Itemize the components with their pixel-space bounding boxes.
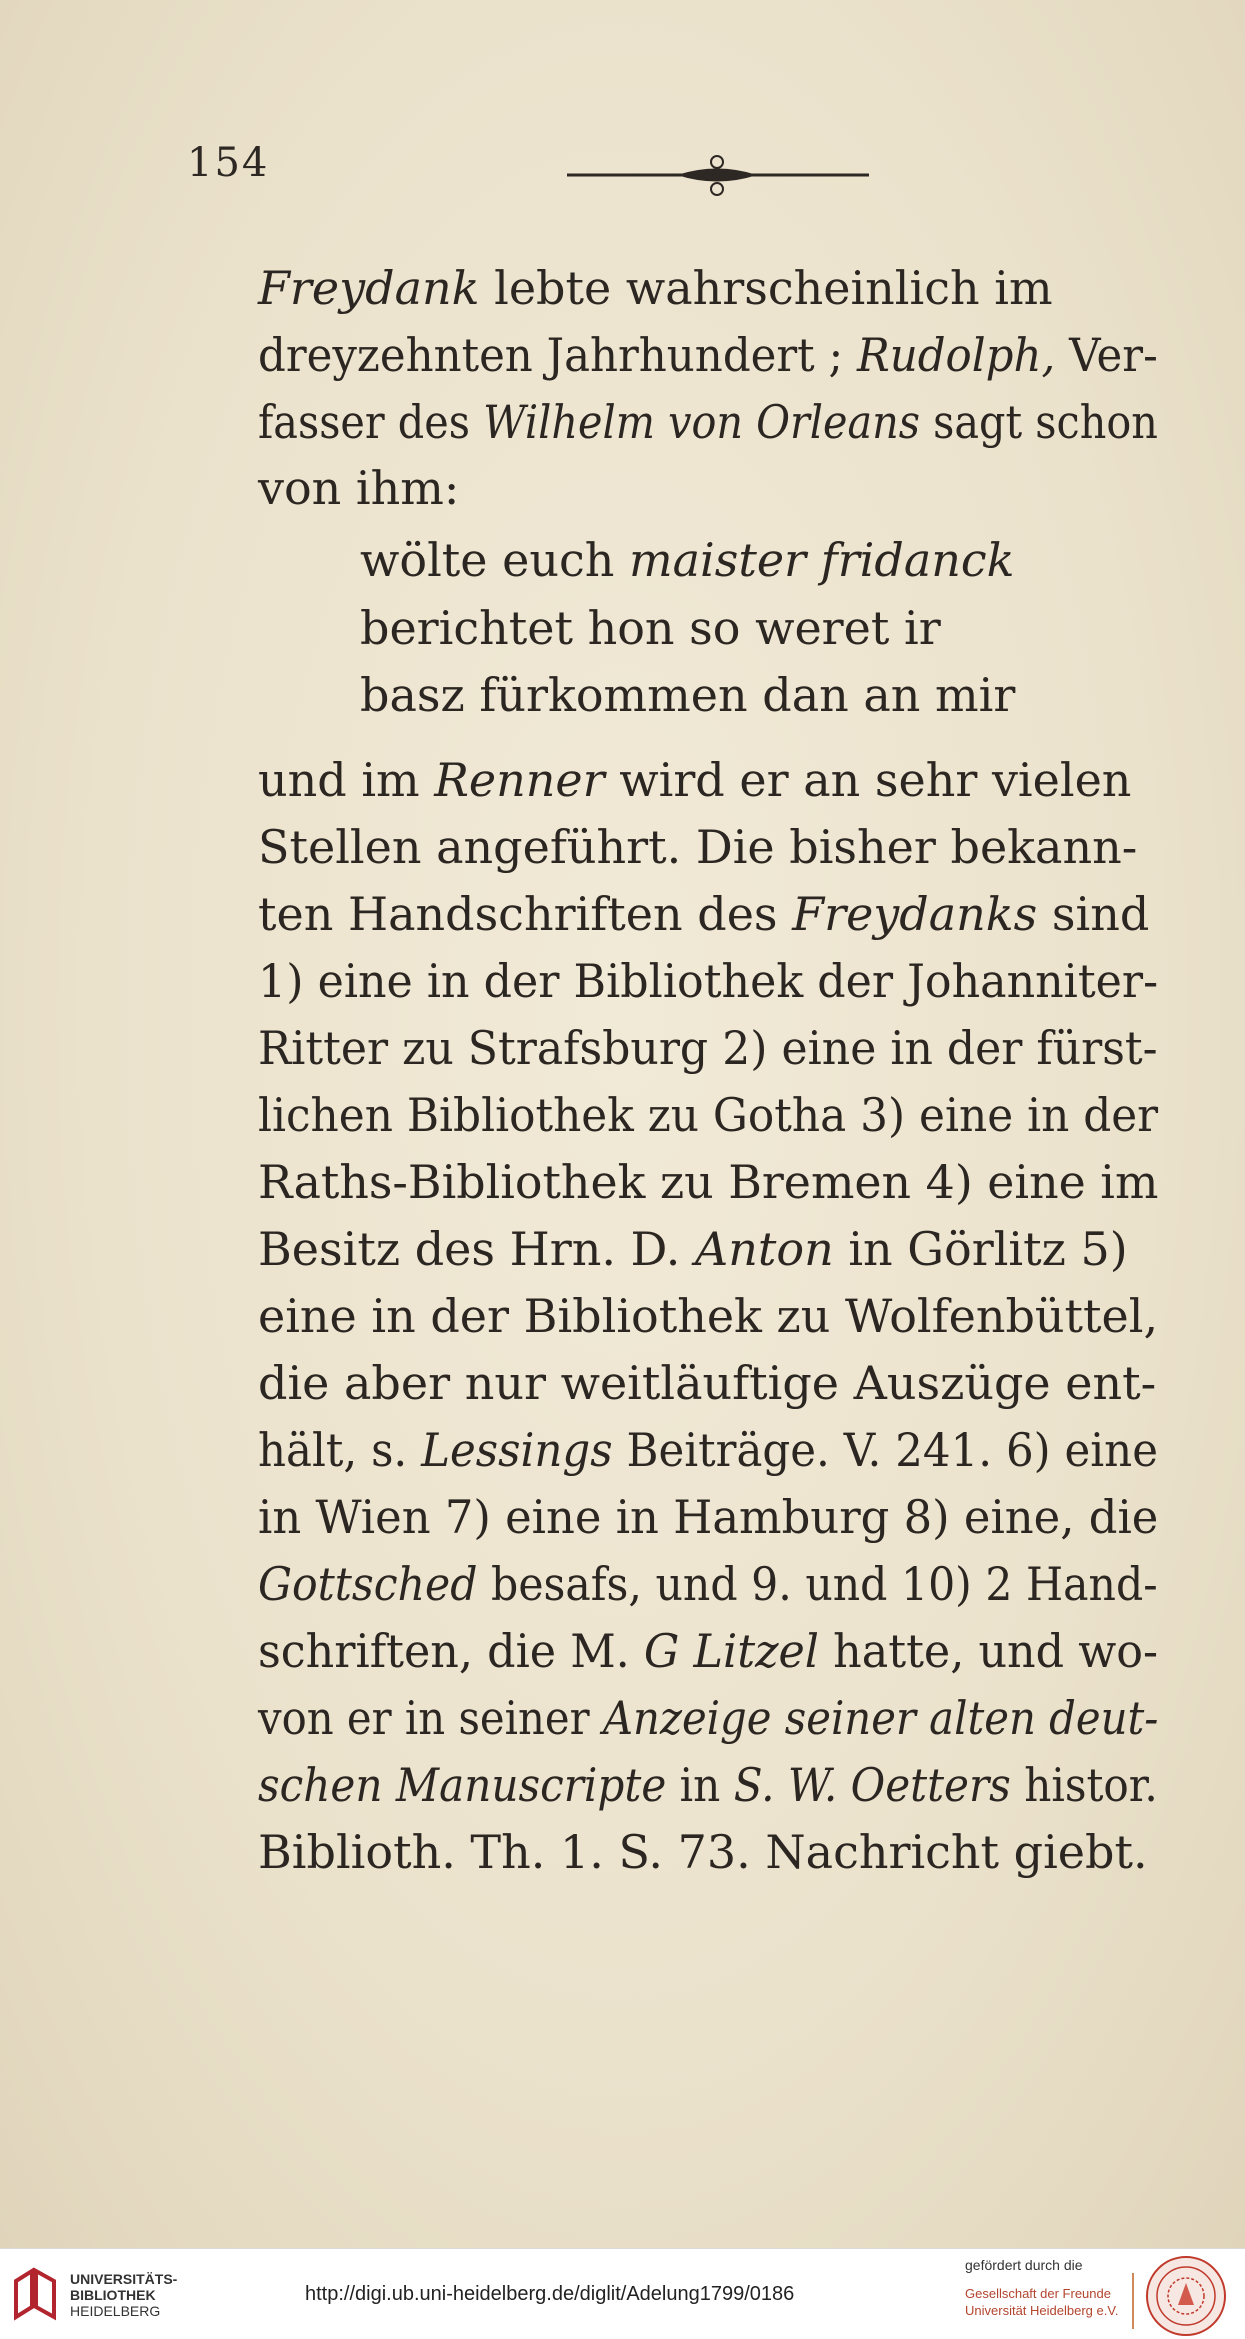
text-line	[258, 1219, 1128, 1279]
text-line	[258, 750, 1131, 810]
permalink-url[interactable]: http://digi.ub.uni-heidelberg.de/diglit/Adelung1799/0186	[305, 2283, 795, 2305]
text-segment: Besitz des Hrn. D.	[258, 1222, 696, 1276]
text-segment: Stellen angeführt. Die bisher bekann-	[258, 820, 1138, 874]
text-segment: wölte euch	[360, 533, 629, 587]
text-segment: die aber nur weitläuftige Auszüge ent-	[258, 1356, 1157, 1410]
verse-line	[360, 598, 941, 658]
text-line	[258, 1487, 1158, 1547]
text-segment: von er in seiner	[258, 1691, 603, 1745]
library-logo-icon	[10, 2267, 60, 2323]
text-line	[258, 1554, 1158, 1614]
text-segment: schriften, die M.	[258, 1624, 644, 1678]
text-segment: in Görlitz 5)	[833, 1222, 1128, 1276]
text-line	[258, 325, 1158, 385]
italic-segment: maister fridanck	[628, 533, 1015, 587]
text-segment: Beiträge. V. 241. 6) eine	[612, 1423, 1158, 1477]
text-segment: eine in der Bibliothek zu Wolfenbüttel,	[258, 1289, 1159, 1343]
sponsor-divider	[1132, 2273, 1134, 2329]
italic-segment: S. W. Oetters	[733, 1758, 1011, 1812]
text-segment: von ihm:	[258, 461, 460, 515]
sponsor-name	[965, 2285, 1118, 2319]
text-line	[258, 458, 459, 518]
italic-segment: Freydanks	[792, 887, 1038, 941]
text-line	[258, 951, 1158, 1011]
university-seal-icon	[1145, 2255, 1227, 2337]
text-segment: besafs, und 9. und 10) 2 Hand-	[477, 1557, 1158, 1611]
sponsor-name-line: Gesellschaft der Freunde	[965, 2286, 1111, 2301]
text-line	[258, 1152, 1158, 1212]
text-segment: hatte, und wo-	[819, 1624, 1158, 1678]
text-line	[258, 1621, 1158, 1681]
italic-segment: Anton	[695, 1222, 834, 1276]
italic-segment: Gottsched	[258, 1557, 478, 1611]
sponsor-label: gefördert durch die	[965, 2257, 1083, 2273]
text-line	[258, 258, 1053, 318]
text-line	[258, 1822, 1148, 1882]
text-line	[258, 1420, 1158, 1480]
text-segment: Raths-Bibliothek zu Bremen 4) eine im	[258, 1155, 1159, 1209]
footer-bar	[0, 2248, 1245, 2339]
italic-segment: G Litzel	[643, 1624, 820, 1678]
text-segment: berichtet hon so weret ir	[360, 601, 941, 655]
text-line	[258, 1688, 1158, 1748]
text-line	[258, 817, 1137, 877]
text-line	[258, 1018, 1158, 1078]
verse-line	[360, 530, 1015, 590]
text-segment: sind	[1037, 887, 1150, 941]
text-segment: histor.	[1010, 1758, 1158, 1812]
text-line	[258, 392, 1158, 452]
text-segment: in	[666, 1758, 734, 1812]
italic-segment: schen Manuscripte	[258, 1758, 667, 1812]
sponsor-name-line: Universität Heidelberg e.V.	[965, 2303, 1119, 2318]
logo-line: UNIVERSITÄTS-	[70, 2271, 178, 2287]
text-segment: basz fürkommen dan an mir	[360, 668, 1016, 722]
text-line	[258, 1755, 1158, 1815]
italic-segment: Rudolph,	[856, 328, 1056, 382]
text-segment: sagt schon	[920, 395, 1158, 449]
text-segment: in Wien 7) eine in Hamburg 8) eine, die	[258, 1490, 1159, 1544]
italic-segment: Anzeige seiner alten deut-	[602, 1691, 1159, 1745]
italic-segment: Lessings	[421, 1423, 613, 1477]
verse-line	[360, 665, 1015, 725]
text-line	[258, 1353, 1156, 1413]
text-line	[258, 1286, 1158, 1346]
text-segment: ten Handschriften des	[258, 887, 793, 941]
text-segment: Ritter zu Strafsburg 2) eine in der fürst-	[258, 1021, 1158, 1075]
page-number: 154	[187, 140, 270, 186]
text-segment: Biblioth. Th. 1. S. 73. Nachricht giebt.	[258, 1825, 1148, 1879]
text-segment: dreyzehnten Jahrhundert ;	[258, 328, 857, 382]
library-logo-text	[70, 2271, 177, 2319]
text-segment: Ver-	[1055, 328, 1158, 382]
ornament-rule	[567, 150, 869, 200]
italic-segment: Renner	[434, 753, 605, 807]
text-segment: wird er an sehr vielen	[604, 753, 1132, 807]
logo-line: BIBLIOTHEK	[70, 2287, 156, 2303]
text-segment: lebte wahrscheinlich im	[479, 261, 1053, 315]
italic-segment: Freydank	[258, 261, 480, 315]
text-segment: 1) eine in der Bibliothek der Johanniter-	[258, 954, 1159, 1008]
text-segment: und im	[258, 753, 435, 807]
text-line	[258, 1085, 1158, 1145]
logo-line: HEIDELBERG	[70, 2303, 161, 2319]
text-segment: lichen Bibliothek zu Gotha 3) eine in der	[258, 1088, 1159, 1142]
text-segment: fasser des	[258, 395, 484, 449]
text-segment: hält, s.	[258, 1423, 422, 1477]
italic-segment: Wilhelm von Orleans	[483, 395, 921, 449]
text-line	[258, 884, 1149, 944]
